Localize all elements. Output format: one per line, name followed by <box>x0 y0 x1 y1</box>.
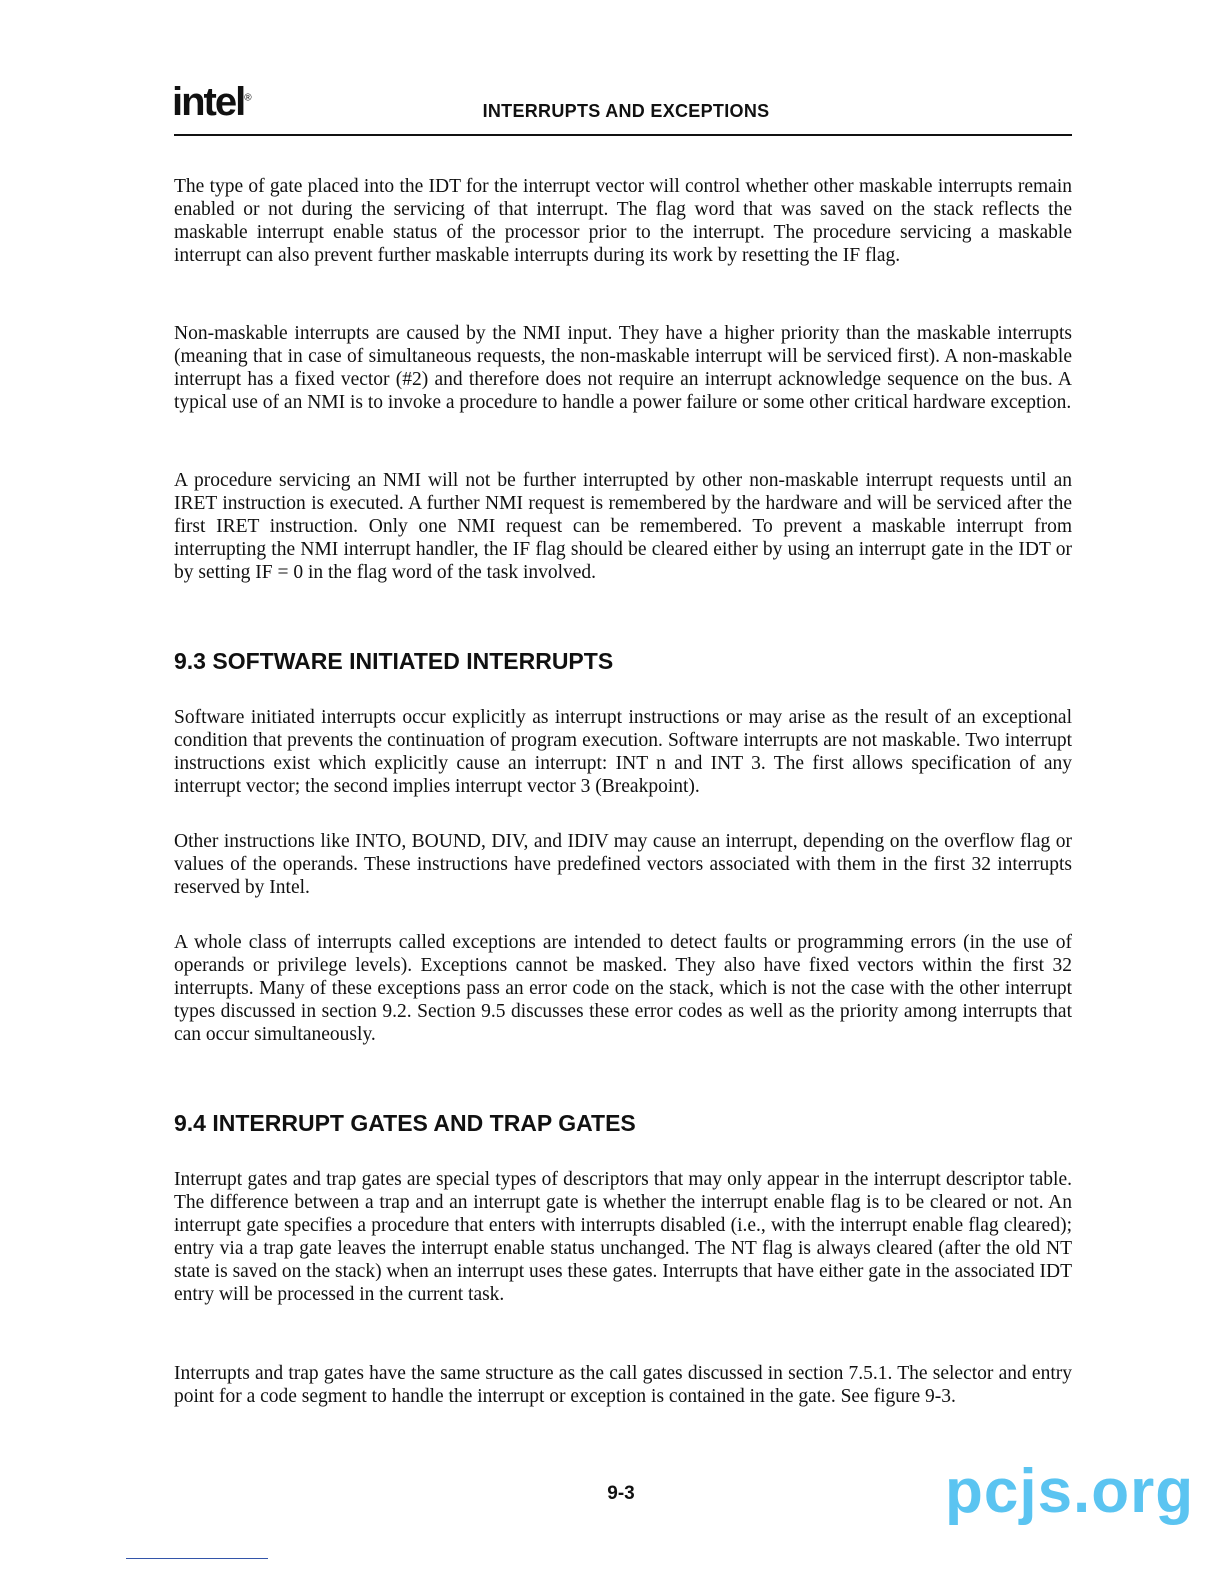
paragraph-software-interrupts: Software initiated interrupts occur explicitly as interrupt instructions or may arise as the result of an exceptional condition that prevents the continuation of program execution. Software interrupts are not maskable. Two interrupt instructions exist which explicitly cause an interrupt: INT n and INT 3. The first allows specification of any interrupt vector; the second implies interrupt vector 3 (Breakpoint). <box>174 707 1072 797</box>
paragraph-other-instructions: Other instructions like INTO, BOUND, DIV, and IDIV may cause an interrupt, depending on the overflow flag or values of the operands. These instructions have predefined vectors associated with them in the first 32 interrupts reserved by Intel. <box>174 831 1072 898</box>
logo-text: intel <box>172 80 245 124</box>
paragraph-gate-type: The type of gate placed into the IDT for the interrupt vector will control whether other maskable interrupts remain enabled or not during the servicing of that interrupt. The flag word that was saved on the stack reflects the maskable interrupt enable status of the processor prior to the interrupt. The procedure servicing a maskable interrupt can also prevent further maskable interrupts during its work by resetting the IF flag. <box>174 176 1072 266</box>
footer-line <box>126 1558 268 1559</box>
paragraph-gate-structure: Interrupts and trap gates have the same structure as the call gates discussed in section 7.5.1. The selector and entry point for a code segment to handle the interrupt or exception is contained in the gate. See figure 9-3. <box>174 1363 1072 1407</box>
paragraph-exceptions: A whole class of interrupts called exceptions are intended to detect faults or programming errors (in the use of operands or privilege levels). Exceptions cannot be masked. They also have fixed vectors within the first 32 interrupts. Many of these exceptions pass an error code on the stack, which is not the case with the other interrupt types discussed in section 9.2. Section 9.5 discusses these error codes as well as the priority among interrupts that can occur simultaneously. <box>174 932 1072 1045</box>
page-number: 9-3 <box>607 1483 635 1504</box>
running-header-title: INTERRUPTS AND EXCEPTIONS <box>482 101 770 121</box>
watermark-logo: pcjs.org <box>945 1457 1195 1526</box>
section-heading-9-4: 9.4 INTERRUPT GATES AND TRAP GATES <box>174 1110 636 1136</box>
section-heading-9-3: 9.3 SOFTWARE INITIATED INTERRUPTS <box>174 648 614 674</box>
paragraph-nmi-intro: Non-maskable interrupts are caused by the NMI input. They have a higher priority than the maskable interrupts (meaning that in case of simultaneous requests, the non-maskable interrupt will be serviced first). A non-maskable interrupt has a fixed vector (#2) and therefore does not require an interrupt acknowledge sequence on the bus. A typical use of an NMI is to invoke a procedure to handle a power failure or some other critical hardware exception. <box>174 323 1072 413</box>
header-rule <box>174 134 1072 136</box>
registered-mark: ® <box>244 92 250 104</box>
paragraph-nmi-servicing: A procedure servicing an NMI will not be further interrupted by other non-maskable interrupt requests until an IRET instruction is executed. A further NMI request is remembered by the hardware and will be serviced after the first IRET instruction. Only one NMI request can be remembered. To prevent a maskable interrupt from interrupting the NMI interrupt handler, the IF flag should be cleared either by using an interrupt gate in the IDT or by setting IF = 0 in the flag word of the task involved. <box>174 470 1072 583</box>
paragraph-gates: Interrupt gates and trap gates are special types of descriptors that may only appear in the interrupt descriptor table. The difference between a trap and an interrupt gate is whether the interrupt enable flag is to be cleared or not. An interrupt gate specifies a procedure that enters with interrupts disabled (i.e., with the interrupt enable flag cleared); entry via a trap gate leaves the interrupt enable status unchanged. The NT flag is always cleared (after the old NT state is saved on the stack) when an interrupt uses these gates. Interrupts that have either gate in the associated IDT entry will be processed in the current task. <box>174 1169 1072 1305</box>
